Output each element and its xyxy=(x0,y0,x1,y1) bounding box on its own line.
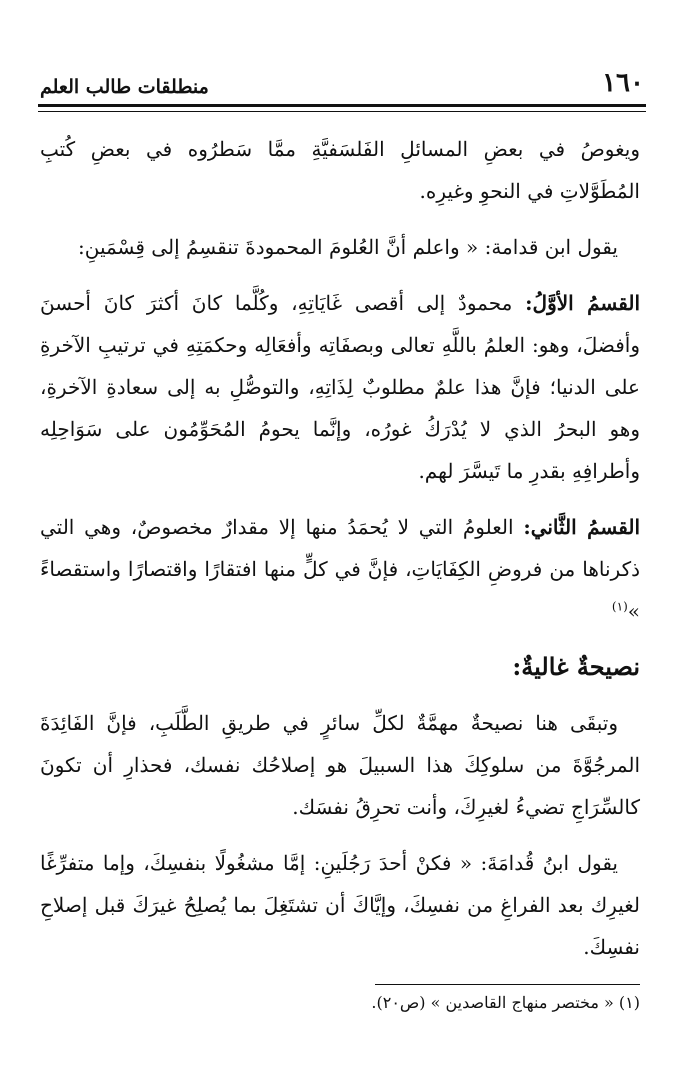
paragraph-4 xyxy=(40,506,640,632)
paragraph-1: ويغوصُ في بعضِ المسائلِ الفَلسَفيَّةِ ممَّا سَطرُوه في بعضِ كُتبِ المُطَوَّلاتِ في النحوِ وغيرِه. xyxy=(40,137,640,203)
page-number: ١٦٠ xyxy=(602,68,644,98)
paragraph-6: يقول ابنُ قُدامَةَ: « فكنْ أحدَ رَجُلَينِ: إمَّا مشغُولًا بنفسِكَ، وإما متفرِّغًا لغيرِك بعد الفراغِ من نفسِكَ، وإيَّاكَ أن تشتَغِلَ بما يُصلِحُ غيرَكَ قبل إصلاحِ نفسِكَ. xyxy=(40,851,640,959)
paragraph-2: يقول ابن قدامة: « واعلم أنَّ العُلومَ المحمودةَ تنقسِمُ إلى قِسْمَينِ: xyxy=(77,235,618,259)
header-rule-thick xyxy=(38,104,646,107)
body-text xyxy=(40,128,640,982)
page-header xyxy=(40,58,644,98)
footnote-reference: (١) xyxy=(611,599,628,614)
section-one-label: القسمُ الأوَّلُ: xyxy=(525,291,641,315)
header-rule-thin xyxy=(38,111,646,112)
section-two-label: القسمُ الثَّاني: xyxy=(523,515,640,539)
footnote: (١) « مختصر منهاج القاصدين » (ص٢٠). xyxy=(371,993,640,1012)
section-heading: نصيحةٌ غاليةٌ: xyxy=(512,652,640,681)
section-one-text: محمودٌ إلى أقصى غَايَاتِهِ، وكُلَّما كانَ أكثرَ كانَ أحسنَ وأفضلَ، وهو: العلمُ باللَّهِ تعالى وبصفَاتِه وأفعَالِه وحكمَتِهِ في ترتيبِ الآخرةِ على الدنيا؛ فإنَّ هذا علمٌ مطلوبٌ لِذَاتِهِ، والتوصُّلِ به إلى سعادةِ الآخرةِ، وهو البحرُ الذي لا يُدْرَكُ غورُه، وإنَّما يحومُ المُحَوِّمُون على سَوَاحِلِه وأطرافِهِ بقدرِ ما تَيسَّرَ لهم. xyxy=(40,291,640,483)
running-title: منطلقات طالب العلم xyxy=(40,76,209,98)
paragraph-3 xyxy=(40,282,640,492)
footnote-rule xyxy=(375,984,640,985)
paragraph-5: وتبقَى هنا نصيحةٌ مهمَّةٌ لكلِّ سائرٍ في طريقِ الطَّلَبِ، فإنَّ الفَائِدَةَ المرجُوَّةَ من سلوكِكَ هذا السبيلَ هو إصلاحُك نفسك، فحذارِ أن تكونَ كالسِّرَاجِ تضيءُ لغيرِكَ، وأنت تحرِقُ نفسَك. xyxy=(40,711,640,819)
section-two-text: العلومُ التي لا يُحمَدُ منها إلا مقدارٌ مخصوصٌ، وهي التي ذكرناها من فروضِ الكِفَايَاتِ، فإنَّ في كلٍّ منها افتقارًا واقتصارًا واستقصاءً » xyxy=(40,515,640,623)
